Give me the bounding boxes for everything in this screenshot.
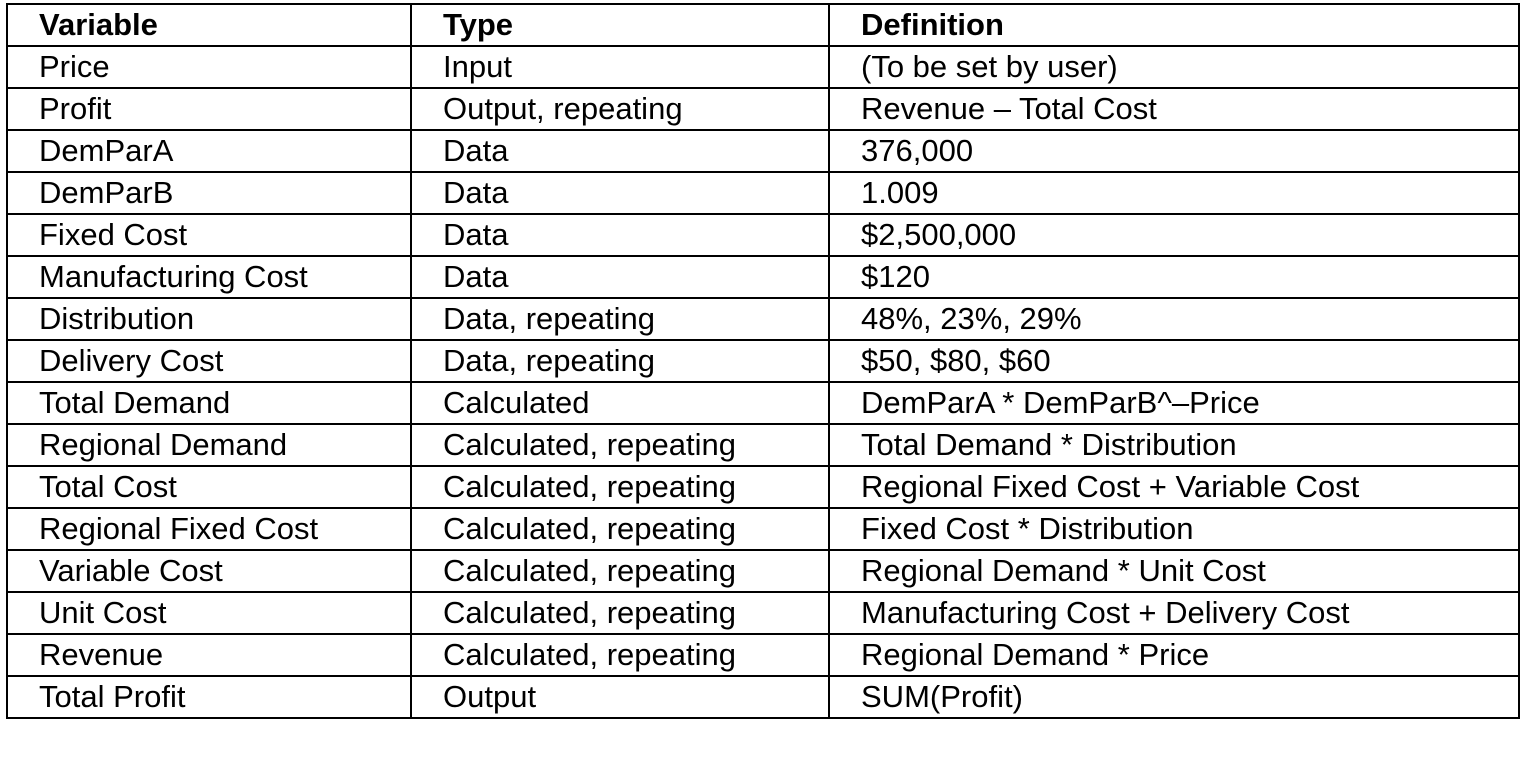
cell-definition: Revenue – Total Cost (829, 88, 1519, 130)
cell-type: Calculated, repeating (411, 466, 829, 508)
cell-variable: Total Demand (7, 382, 411, 424)
cell-variable: Variable Cost (7, 550, 411, 592)
cell-definition: 376,000 (829, 130, 1519, 172)
cell-variable: Revenue (7, 634, 411, 676)
cell-type: Data (411, 256, 829, 298)
cell-definition: $120 (829, 256, 1519, 298)
table-row (7, 382, 1519, 424)
cell-variable: Regional Fixed Cost (7, 508, 411, 550)
cell-definition: Regional Demand * Price (829, 634, 1519, 676)
table-row (7, 424, 1519, 466)
table-row (7, 88, 1519, 130)
table-row (7, 214, 1519, 256)
cell-definition: SUM(Profit) (829, 676, 1519, 718)
table-row (7, 508, 1519, 550)
cell-type: Input (411, 46, 829, 88)
header-definition: Definition (829, 4, 1519, 46)
table-row (7, 634, 1519, 676)
table-header-row (7, 4, 1519, 46)
table-row (7, 256, 1519, 298)
cell-variable: Fixed Cost (7, 214, 411, 256)
table-row (7, 466, 1519, 508)
table-row (7, 550, 1519, 592)
table-row (7, 340, 1519, 382)
cell-definition: (To be set by user) (829, 46, 1519, 88)
table-row (7, 46, 1519, 88)
header-type: Type (411, 4, 829, 46)
cell-definition: 1.009 (829, 172, 1519, 214)
cell-variable: Delivery Cost (7, 340, 411, 382)
table-row (7, 130, 1519, 172)
cell-definition: Regional Demand * Unit Cost (829, 550, 1519, 592)
variables-table (6, 3, 1520, 719)
table-row (7, 676, 1519, 718)
cell-variable: Regional Demand (7, 424, 411, 466)
cell-definition: Total Demand * Distribution (829, 424, 1519, 466)
cell-definition: Regional Fixed Cost + Variable Cost (829, 466, 1519, 508)
cell-type: Data (411, 214, 829, 256)
cell-variable: DemParA (7, 130, 411, 172)
cell-type: Calculated, repeating (411, 508, 829, 550)
variables-table-container (6, 3, 1518, 719)
cell-definition: $50, $80, $60 (829, 340, 1519, 382)
cell-definition: Fixed Cost * Distribution (829, 508, 1519, 550)
table-row (7, 172, 1519, 214)
cell-variable: Manufacturing Cost (7, 256, 411, 298)
cell-variable: Distribution (7, 298, 411, 340)
cell-type: Data (411, 130, 829, 172)
cell-type: Data, repeating (411, 340, 829, 382)
cell-type: Calculated, repeating (411, 550, 829, 592)
cell-type: Data (411, 172, 829, 214)
table-row (7, 592, 1519, 634)
cell-definition: $2,500,000 (829, 214, 1519, 256)
cell-type: Calculated, repeating (411, 424, 829, 466)
cell-definition: DemParA * DemParB^–Price (829, 382, 1519, 424)
cell-variable: Profit (7, 88, 411, 130)
table-row (7, 298, 1519, 340)
cell-type: Calculated, repeating (411, 634, 829, 676)
cell-type: Data, repeating (411, 298, 829, 340)
header-variable: Variable (7, 4, 411, 46)
cell-variable: Unit Cost (7, 592, 411, 634)
cell-variable: Price (7, 46, 411, 88)
cell-type: Output, repeating (411, 88, 829, 130)
cell-definition: 48%, 23%, 29% (829, 298, 1519, 340)
cell-definition: Manufacturing Cost + Delivery Cost (829, 592, 1519, 634)
cell-type: Calculated, repeating (411, 592, 829, 634)
cell-variable: DemParB (7, 172, 411, 214)
cell-type: Calculated (411, 382, 829, 424)
cell-type: Output (411, 676, 829, 718)
cell-variable: Total Profit (7, 676, 411, 718)
cell-variable: Total Cost (7, 466, 411, 508)
